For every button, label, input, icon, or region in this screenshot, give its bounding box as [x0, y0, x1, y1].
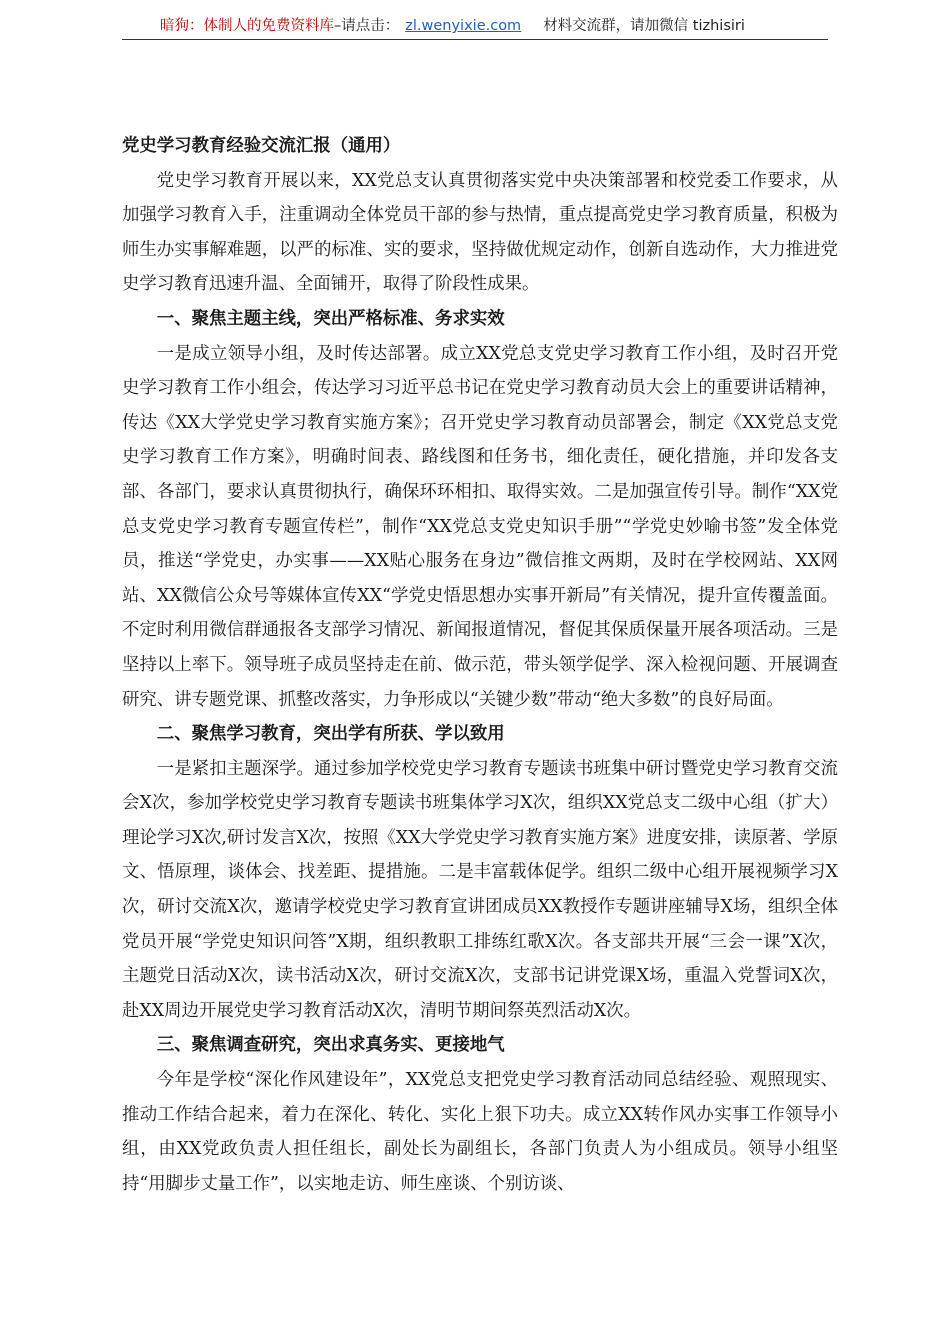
intro-paragraph: 党史学习教育开展以来，XX党总支认真贯彻落实党中央决策部署和校党委工作要求，从加强学习教育入手，注重调动全体党员干部的参与热情，重点提高党史学习教育质量，积极为师生办实事解难题，以严的标准、实的要求，坚持做优规定动作，创新自选动作，大力推进党史学习教育迅速升温、全面铺开，取得了阶段性成果。: [122, 170, 838, 295]
contact-text: 材料交流群，请加微信 tizhisiri: [543, 18, 745, 34]
click-prompt: –请点击：: [334, 18, 400, 34]
promo-text: 暗狗：体制人的免费资料库: [160, 18, 334, 34]
document-title: 党史学习教育经验交流汇报（通用）: [122, 136, 401, 156]
site-link[interactable]: zl.wenyixie.com: [405, 18, 522, 34]
page-header: [122, 14, 828, 40]
section-3-heading: 三、聚焦调查研究，突出求真务实、更接地气: [156, 1035, 505, 1056]
document-body: [122, 129, 838, 1201]
section-1-paragraph: 一是成立领导小组，及时传达部署。成立XX党总支党史学习教育工作小组，及时召开党史学习教育工作小组会，传达学习习近平总书记在党史学习教育动员大会上的重要讲话精神，传达《XX大学党史学习教育实施方案》；召开党史学习教育动员部署会，制定《XX党总支党史学习教育工作方案》，明确时间表、路线图和任务书，细化责任，硬化措施，并印发各支部、各部门，要求认真贯彻执行，确保环环相扣、取得实效。二是加强宣传引导。制作“XX党总支党史学习教育专题宣传栏”，制作“XX党总支党史知识手册”“学党史妙喻书签”发全体党员，推送“学党史，办实事——XX贴心服务在身边”微信推文两期，及时在学校网站、XX网站、XX微信公众号等媒体宣传XX“学党史悟思想办实事开新局”有关情况，提升宣传覆盖面。不定时利用微信群通报各支部学习情况、新闻报道情况，督促其保质保量开展各项活动。三是坚持以上率下。领导班子成员坚持走在前、做示范，带头领学促学、深入检视问题、开展调查研究、讲专题党课、抓整改落实，力争形成以“关键少数”带动“绝大多数”的良好局面。: [122, 343, 838, 710]
section-1-heading: 一、聚焦主题主线，突出严格标准、务求实效: [156, 308, 505, 329]
section-3-paragraph: 今年是学校“深化作风建设年”，XX党总支把党史学习教育活动同总结经验、观照现实、推动工作结合起来，着力在深化、转化、实化上狠下功夫。成立XX转作风办实事工作领导小组，由XX党政负责人担任组长，副处长为副组长，各部门负责人为小组成员。领导小组坚持“用脚步丈量工作”，以实地走访、师生座谈、个别访谈、: [122, 1070, 838, 1194]
section-2-heading: 二、聚焦学习教育，突出学有所获、学以致用: [156, 724, 505, 745]
section-2-paragraph: 一是紧扣主题深学。通过参加学校党史学习教育专题读书班集中研讨暨党史学习教育交流会X次，参加学校党史学习教育专题读书班集体学习X次，组织XX党总支二级中心组（扩大）理论学习X次,研讨发言X次，按照《XX大学党史学习教育实施方案》进度安排，读原著、学原文、悟原理，谈体会、找差距、提措施。二是丰富载体促学。组织二级中心组开展视频学习X次，研讨交流X次，邀请学校党史学习教育宣讲团成员XX教授作专题讲座辅导X场，组织全体党员开展“学党史知识问答”X期，组织教职工排练红歌X次。各支部共开展“三会一课”X次，主题党日活动X次，读书活动X次，研讨交流X次，支部书记讲党课X场，重温入党誓词X次，赴XX周边开展党史学习教育活动X次，清明节期间祭英烈活动X次。: [122, 758, 838, 1021]
